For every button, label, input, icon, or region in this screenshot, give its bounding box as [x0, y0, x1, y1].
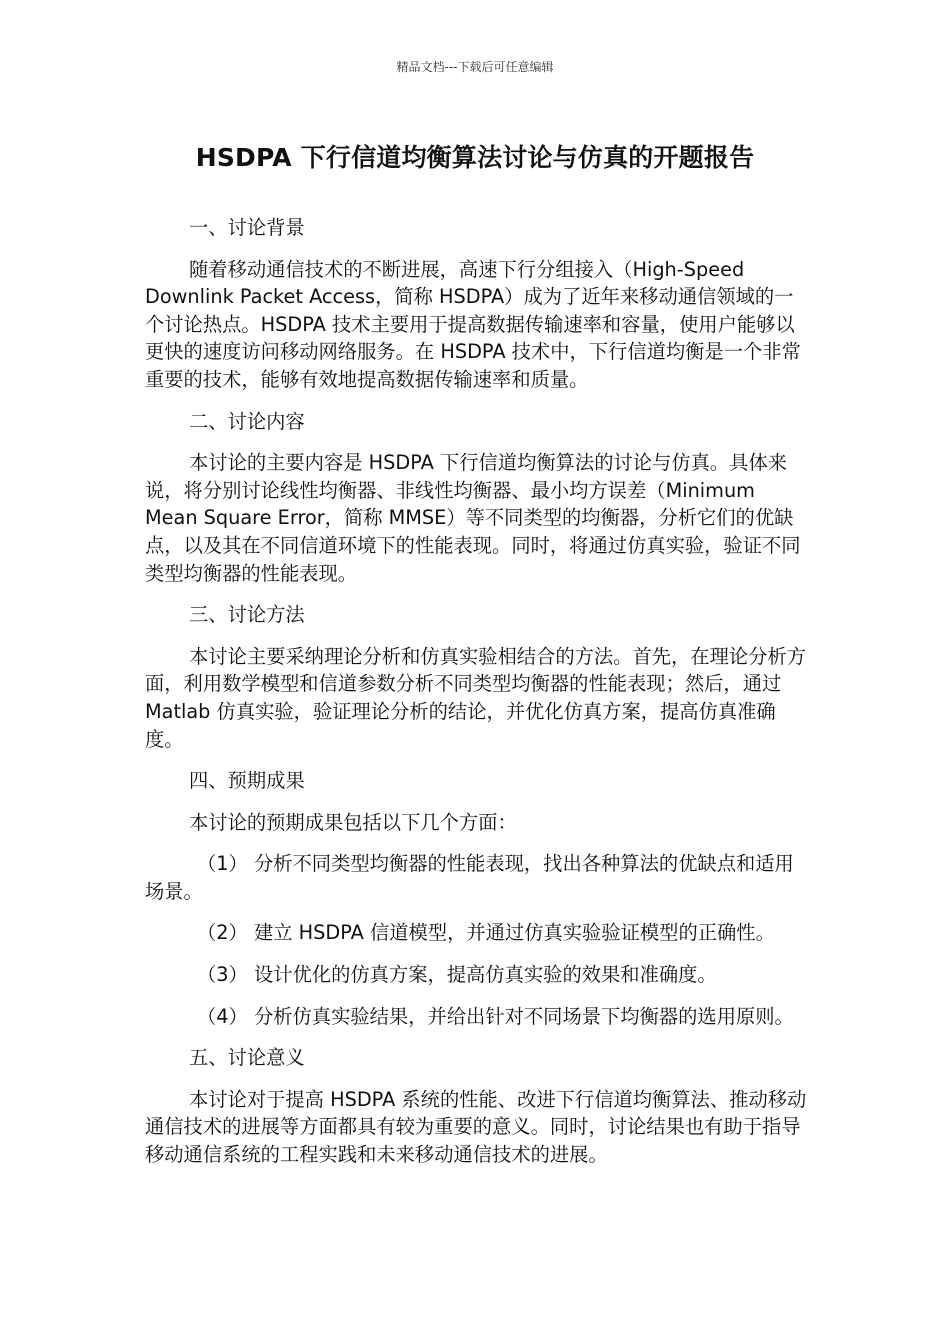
document-title: HSDPA 下行信道均衡算法讨论与仿真的开题报告 [195, 143, 755, 172]
list-item: （2） 建立 HSDPA 信道模型，并通过仿真实验验证模型的正确性。 [197, 921, 775, 945]
section-heading: 五、讨论意义 [189, 1046, 305, 1070]
section-heading: 一、讨论背景 [189, 216, 305, 239]
document-body [145, 214, 809, 1183]
list-item: （4） 分析仿真实验结果，并给出针对不同场景下均衡器的选用原则。 [197, 1004, 794, 1028]
section-heading: 三、讨论方法 [189, 603, 305, 627]
section-paragraph: 本讨论对于提高 HSDPA 系统的性能、改进下行信道均衡算法、推动移动通信技术的进展等方面都具有较为重要的意义。同时，讨论结果也有助于指导移动通信系统的工程实践和未来移动通信技术的进展。 [145, 1087, 807, 1167]
header-note: 精品文档---下载后可任意编辑 [396, 60, 554, 74]
section-paragraph: 本讨论主要采纳理论分析和仿真实验相结合的方法。首先，在理论分析方面，利用数学模型和信道参数分析不同类型均衡器的性能表现；然后，通过 Matlab 仿真实验，验证理论分析的结论，并优化仿真方案，提高仿真准确度。 [145, 644, 806, 751]
list-item: （1） 分析不同类型均衡器的性能表现，找出各种算法的优缺点和适用场景。 [145, 852, 794, 903]
list-item: （3） 设计优化的仿真方案，提高仿真实验的效果和准确度。 [197, 963, 717, 987]
section-paragraph: 本讨论的预期成果包括以下几个方面： [189, 810, 517, 834]
section-heading: 二、讨论内容 [189, 409, 305, 433]
section-heading: 四、预期成果 [189, 769, 305, 793]
section-paragraph: 本讨论的主要内容是 HSDPA 下行信道均衡算法的讨论与仿真。具体来说，将分别讨论线性均衡器、非线性均衡器、最小均方误差（Minimum Mean Square Error，简称 MMSE）等不同类型的均衡器，分析它们的优缺点，以及其在不同信道环境下的性能表现。同时，将通过仿真实验，验证不同类型均衡器的性能表现。 [145, 451, 801, 585]
section-paragraph: 随着移动通信技术的不断进展，高速下行分组接入（High-Speed Downlink Packet Access，简称 HSDPA）成为了近年来移动通信领域的一个讨论热点。HSDPA 技术主要用于提高数据传输速率和容量，使用户能够以更快的速度访问移动网络服务。在 HSDPA 技术中，下行信道均衡是一个非常重要的技术，能够有效地提高数据传输速率和质量。 [145, 257, 801, 391]
